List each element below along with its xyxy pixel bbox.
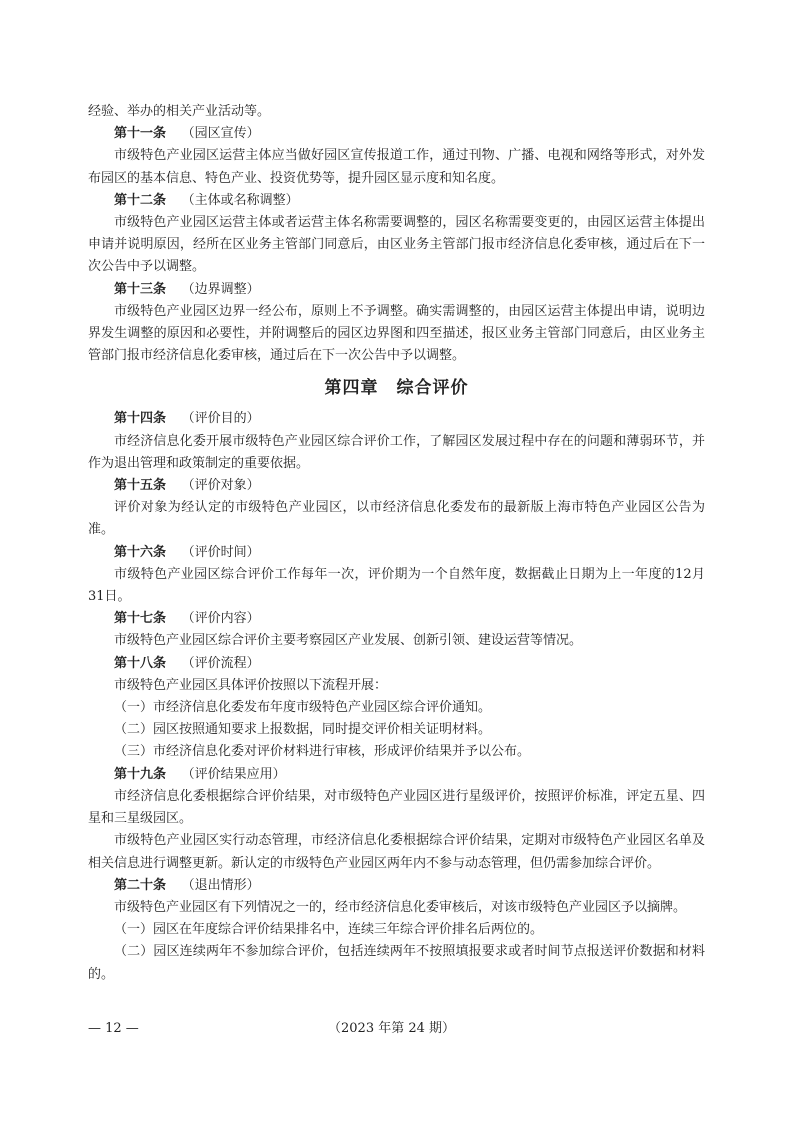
article-number: 第十七条 — [114, 611, 167, 627]
article-title: （退出情形） — [181, 877, 260, 893]
article-heading — [88, 875, 705, 897]
paragraph: （一）市经济信息化委发布年度市级特色产业园区综合评价通知。 — [114, 700, 492, 716]
paragraph: 市级特色产业园区有下列情况之一的，经市经济信息化委审核后，对该市级特色产业园区予以摘牌。 — [114, 899, 687, 915]
article-heading — [88, 542, 705, 564]
chapter-heading: 第四章 综合评价 — [324, 378, 469, 399]
article-number: 第十九条 — [114, 766, 167, 782]
paragraph: （二）园区按照通知要求上报数据，同时提交评价相关证明材料。 — [114, 722, 492, 738]
article-title: （评价结果应用） — [181, 766, 286, 782]
article-number: 第十八条 — [114, 655, 167, 671]
paragraph: 市级特色产业园区边界一经公布，原则上不予调整。确实需调整的，由园区运营主体提出申请，说明边界发生调整的原因和必要性，并附调整后的园区边界图和四至描述，报区业务主管部门同意后，由区业务主管部门报市经济信息化委审核，通过后在下一次公告中予以调整。 — [88, 303, 705, 364]
article-title: （评价时间） — [181, 544, 260, 560]
article-title: （边界调整） — [181, 281, 260, 297]
paragraph: 市级特色产业园区运营主体或者运营主体名称需要调整的，园区名称需要变更的，由园区运营主体提出申请并说明原因，经所在区业务主管部门同意后，由区业务主管部门报市经济信息化委审核，通过后在下一次公告中予以调整。 — [88, 215, 705, 275]
article-title: （评价对象） — [181, 478, 260, 494]
article-number: 第十五条 — [114, 478, 167, 494]
article-heading — [88, 190, 705, 212]
paragraph: （二）园区连续两年不参加综合评价，包括连续两年不按照填报要求或者时间节点报送评价数据和材料的。 — [88, 944, 705, 982]
article-heading — [88, 279, 705, 301]
article-title: （评价流程） — [181, 655, 260, 671]
paragraph: 市经济信息化委开展市级特色产业园区综合评价工作，了解园区发展过程中存在的问题和薄弱环节，并作为退出管理和政策制定的重要依据。 — [88, 433, 705, 471]
paragraph: 市经济信息化委根据综合评价结果，对市级特色产业园区进行星级评价，按照评价标准，评定五星、四星和三星级园区。 — [88, 788, 705, 827]
paragraph: 市级特色产业园区运营主体应当做好园区宣传报道工作，通过刊物、广播、电视和网络等形式，对外发布园区的基本信息、特色产业、投资优势等，提升园区显示度和知名度。 — [88, 148, 705, 186]
issue-label: （2023 年第 24 期） — [328, 1021, 456, 1036]
paragraph: 市级特色产业园区综合评价主要考察园区产业发展、创新引领、建设运营等情况。 — [114, 633, 583, 649]
article-heading — [88, 475, 705, 497]
paragraph: 评价对象为经认定的市级特色产业园区，以市经济信息化委发布的最新版上海市特色产业园区公告为准。 — [88, 500, 705, 538]
paragraph: 市级特色产业园区综合评价工作每年一次，评价期为一个自然年度，数据截止日期为上一年度的12月31日。 — [88, 566, 705, 605]
article-heading — [88, 608, 705, 630]
document-body — [88, 101, 705, 986]
article-number: 第十三条 — [114, 281, 167, 297]
article-number: 第十六条 — [114, 544, 167, 560]
article-title: （评价目的） — [181, 411, 260, 427]
article-title: （主体或名称调整） — [181, 192, 299, 208]
article-heading — [88, 764, 705, 786]
article-heading — [88, 408, 705, 430]
article-heading — [88, 123, 705, 145]
article-title: （评价内容） — [181, 611, 260, 627]
page-number: — 12 — — [88, 1021, 139, 1036]
article-number: 第十二条 — [114, 192, 167, 208]
paragraph: 经验、举办的相关产业活动等。 — [88, 104, 271, 119]
article-number: 第十一条 — [114, 126, 167, 142]
article-title: （园区宣传） — [181, 126, 260, 142]
articles-section — [88, 123, 705, 367]
paragraph: （三）市经济信息化委对评价材料进行审核，形成评价结果并予以公布。 — [114, 744, 531, 760]
paragraph: （一）园区在年度综合评价结果排名中，连续三年综合评价排名后两位的。 — [114, 922, 544, 938]
article-number: 第十四条 — [114, 411, 167, 427]
paragraph: 市级特色产业园区实行动态管理，市经济信息化委根据综合评价结果，定期对市级特色产业园区名单及相关信息进行调整更新。新认定的市级特色产业园区两年内不参与动态管理，但仍需参加综合评价。 — [88, 833, 705, 871]
article-number: 第二十条 — [114, 877, 167, 893]
paragraph: 市级特色产业园区具体评价按照以下流程开展： — [114, 677, 388, 693]
article-heading — [88, 653, 705, 675]
articles-section — [88, 408, 705, 985]
